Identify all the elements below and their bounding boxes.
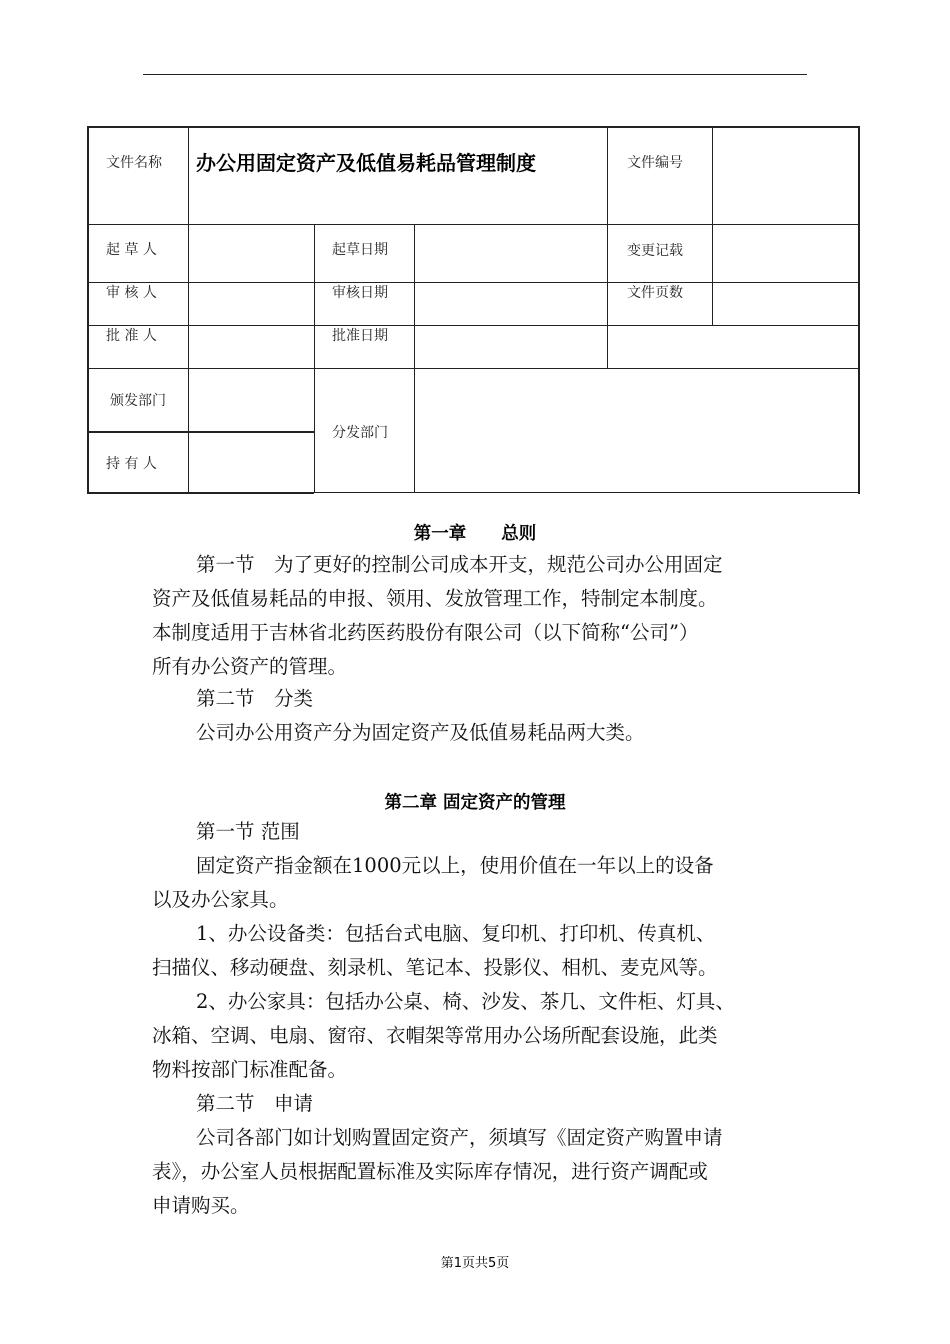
text-line: 所有办公资产的管理。 (152, 655, 348, 678)
text-line: 2、办公家具：包括办公桌、椅、沙发、茶几、文件柜、灯具、 (196, 990, 735, 1013)
chapter-1-title: 第一章 总则 (413, 524, 537, 544)
draft-date-label: 起草日期 (332, 242, 388, 258)
change-record-label: 变更记载 (627, 243, 683, 259)
approver-label: 批 准 人 (106, 328, 157, 344)
section-title: 第二节 申请 (196, 1092, 314, 1115)
chapter-1-section-1 (152, 548, 812, 684)
drafter-label: 起 草 人 (106, 242, 157, 258)
table-bottom-border-left (87, 492, 314, 494)
text-line: 表》，办公室人员根据配置标准及实际库存情况，进行资产调配或 (152, 1160, 708, 1183)
section-title: 第一节 范围 (196, 820, 300, 843)
holder-label: 持 有 人 (106, 456, 157, 472)
row-divider (87, 325, 860, 326)
text-line: 冰箱、空调、电扇、窗帘、衣帽架等常用办公场所配套设施，此类 (152, 1024, 718, 1047)
text-line: 扫描仪、移动硬盘、刻录机、笔记本、投影仪、相机、麦克风等。 (152, 956, 718, 979)
table-top-border (87, 126, 860, 128)
col-divider (607, 126, 608, 368)
text-line: 本制度适用于吉林省北药医药股份有限公司（以下简称“公司”） (152, 621, 699, 644)
table-right-border (858, 126, 860, 494)
text-line: 以及办公家具。 (152, 888, 289, 911)
page-footer: 第1页共5页 (440, 1256, 510, 1271)
col-divider (712, 126, 713, 325)
header-rule (143, 74, 807, 75)
chapter-2-title: 第二章 固定资产的管理 (384, 793, 566, 813)
text-line: 公司各部门如计划购置固定资产，须填写《固定资产购置申请 (196, 1126, 723, 1149)
row-divider (87, 368, 860, 369)
text-line: 物料按部门标准配备。 (152, 1058, 348, 1081)
document-title: 办公用固定资产及低值易耗品管理制度 (196, 151, 536, 175)
reviewer-label: 审 核 人 (106, 285, 157, 301)
table-bottom-border-right (314, 492, 860, 493)
col-divider (414, 224, 415, 492)
col-divider (188, 126, 189, 494)
distribution-dept-label: 分发部门 (332, 425, 388, 441)
review-date-label: 审核日期 (332, 285, 388, 301)
row-divider (87, 431, 314, 433)
text-line: 申请购买。 (152, 1194, 250, 1217)
file-number-label: 文件编号 (627, 155, 683, 171)
page-count-label: 文件页数 (627, 285, 683, 301)
text-line: 1、办公设备类：包括台式电脑、复印机、打印机、传真机、 (196, 922, 716, 945)
file-name-label: 文件名称 (106, 155, 162, 171)
text-line: 固定资产指金额在1000元以上，使用价值在一年以上的设备 (196, 854, 714, 877)
table-left-border (87, 126, 89, 494)
issuing-dept-label: 颁发部门 (110, 393, 166, 409)
section-title: 第二节 分类 (196, 687, 314, 710)
row-divider (87, 282, 860, 283)
text-line: 公司办公用资产分为固定资产及低值易耗品两大类。 (196, 721, 645, 744)
chapter-2-body (152, 815, 812, 1223)
approve-date-label: 批准日期 (332, 328, 388, 344)
text-line: 资产及低值易耗品的申报、领用、发放管理工作，特制定本制度。 (152, 587, 718, 610)
text-line: 第一节 为了更好的控制公司成本开支，规范公司办公用固定 (196, 553, 723, 576)
row-divider (87, 224, 860, 225)
col-divider (314, 224, 315, 492)
chapter-1-section-2 (152, 682, 812, 750)
